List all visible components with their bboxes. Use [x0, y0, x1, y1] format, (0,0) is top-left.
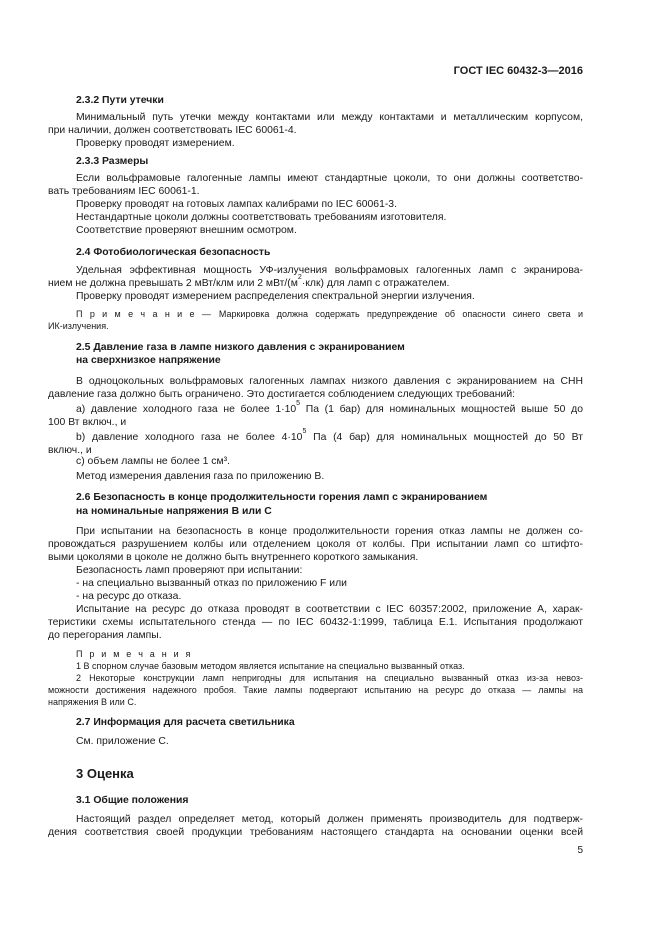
note-line: 2 Некоторые конструкции ламп непригодны для испытания на специально вызванный отказ из-за невоз-: [76, 673, 583, 683]
paragraph-line: давление газа должно быть ограничено. Это достигается соблюдением следующих требований:: [48, 389, 516, 400]
list-item-a-cont: 100 Вт включ., и: [48, 417, 127, 428]
paragraph-line: См. приложение С.: [76, 736, 169, 747]
paragraph-line: до перегорания лампы.: [48, 630, 162, 641]
paragraph-line: при наличии, должен соответствовать IEC 60061-4.: [48, 125, 297, 136]
paragraph-line: нием не должна превышать 2 мВт/клм или 2 мВт/$(м^2\cdot клк)$ для ламп с отражателем.: [48, 274, 450, 289]
note-line: напряжения В или С.: [48, 697, 137, 707]
standard-header: ГОСТ IEC 60432-3—2016: [453, 65, 583, 77]
list-item: - на специально вызванный отказ по приложению F или: [76, 578, 347, 589]
paragraph-line: Проверку проводят измерением.: [76, 138, 235, 149]
section-heading-2-5-cont: на сверхнизкое напряжение: [76, 355, 221, 366]
section-heading-2-5: 2.5 Давление газа в лампе низкого давления с экранированием: [76, 342, 405, 353]
list-item-c: c) объем лампы не более 1 см³.: [76, 456, 230, 467]
paragraph-line: Проверку проводят измерением распределения спектральной энергии излучения.: [76, 291, 475, 302]
paragraph-line: дения соответствия своей продукции требованиям настоящего стандарта на основании оценки всей: [48, 827, 583, 838]
section-heading-2-7: 2.7 Информация для расчета светильника: [76, 717, 295, 728]
list-item-b: b) давление холодного газа не более $4\cdot 10^5$ Па (4 бар) для номинальных мощностей до 50 Вт: [76, 428, 583, 443]
paragraph-line: Испытание на ресурс до отказа проводят в соответствии с IEC 60357:2002, приложение А, харак-: [76, 604, 583, 615]
paragraph-line: Проверку проводят на готовых лампах калибрами по IEC 60061-3.: [76, 199, 397, 210]
paragraph-line: провождаться разрушением колбы или отделением цоколя от колбы. При испытании ламп со штифто-: [48, 539, 583, 550]
section-heading-3-1: 3.1 Общие положения: [76, 795, 189, 806]
section-heading-3: 3 Оценка: [76, 766, 134, 781]
paragraph-line: теристики схемы испытательного стенда — по IEC 60432-1:1999, таблица Е.1. Испытания продолжают: [48, 617, 583, 628]
note-line: ИК-излучения.: [48, 321, 109, 331]
section-heading-2-4: 2.4 Фотобиологическая безопасность: [76, 247, 271, 258]
paragraph-line: выми цоколями в цоколе не должно быть внутреннего короткого замыкания.: [48, 552, 419, 563]
paragraph-line: Соответствие проверяют внешним осмотром.: [76, 225, 297, 236]
paragraph-line: Настоящий раздел определяет метод, который должен применять производитель для подтверж-: [76, 814, 583, 825]
page-number: 5: [577, 845, 583, 856]
list-item-b-cont: включ., и: [48, 445, 92, 456]
paragraph-line: Если вольфрамовые галогенные лампы имеют стандартные цоколи, то они должны соответство-: [76, 173, 583, 184]
section-heading-2-3-3: 2.3.3 Размеры: [76, 156, 149, 167]
paragraph-line: Безопасность ламп проверяют при испытании:: [76, 565, 303, 576]
paragraph-line: Минимальный путь утечки между контактами или между контактами и металлическим корпусом,: [76, 112, 583, 123]
notes-label: П р и м е ч а н и я: [76, 649, 193, 659]
paragraph-line: Нестандартные цоколи должны соответствовать требованиям изготовителя.: [76, 212, 447, 223]
note-label: П р и м е ч а н и е —: [76, 309, 211, 319]
paragraph-line: Метод измерения давления газа по приложению В.: [76, 471, 325, 482]
section-heading-2-3-2: 2.3.2 Пути утечки: [76, 95, 164, 106]
list-item-a: a) давление холодного газа не более $1\cdot 10^5$ Па (1 бар) для номинальных мощностей выше 50 до: [76, 400, 583, 415]
section-heading-2-6: 2.6 Безопасность в конце продолжительности горения ламп с экранированием: [76, 492, 488, 503]
paragraph-line: При испытании на безопасность в конце продолжительности горения отказ лампы не должен со-: [76, 526, 583, 537]
paragraph-line: В одноцокольных вольфрамовых галогенных лампах низкого давления с экранированием на СНН: [76, 376, 583, 387]
section-heading-2-6-cont: на номинальные напряжения В или С: [76, 506, 272, 517]
paragraph-line: Удельная эффективная мощность УФ-излучения вольфрамовых галогенных ламп с экранирова-: [76, 265, 583, 276]
note-line: можности достижения надежного пробоя. Такие лампы подвергают испытанию на ресурс до отказа — лампы на: [48, 685, 583, 695]
note-line: П р и м е ч а н и е — Маркировка должна содержать предупреждение об опасности синего света и: [76, 309, 583, 319]
list-item: - на ресурс до отказа.: [76, 591, 182, 602]
note-line: 1 В спорном случае базовым методом является испытание на специально вызванный отказ.: [76, 661, 465, 671]
paragraph-line: вать требованиям IEC 60061-1.: [48, 186, 200, 197]
